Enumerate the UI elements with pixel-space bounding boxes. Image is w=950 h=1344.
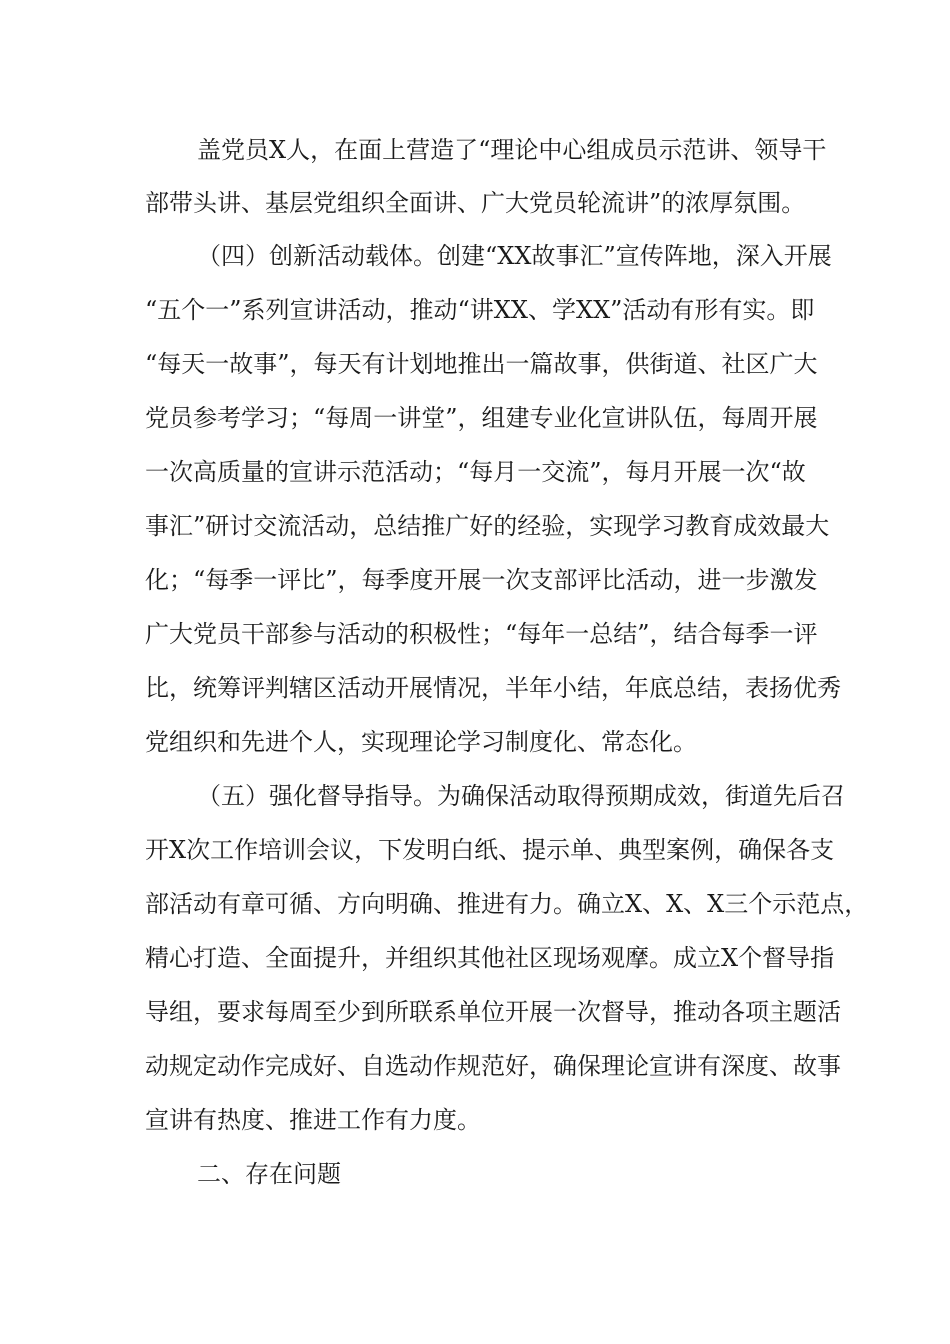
- paragraph-line: 党组织和先进个人，实现理论学习制度化、常态化。: [145, 728, 697, 756]
- paragraph-line: 部活动有章可循、方向明确、推进有力。确立X、X、X三个示范点，: [145, 890, 869, 918]
- paragraph-line: 精心打造、全面提升，并组织其他社区现场观摩。成立X个督导指: [145, 944, 835, 972]
- paragraph-line: 导组，要求每周至少到所联系单位开展一次督导，推动各项主题活: [145, 998, 841, 1026]
- paragraph-line: 比，统筹评判辖区活动开展情况，半年小结，年底总结，表扬优秀: [145, 674, 841, 702]
- paragraph-line: 盖党员X人，在面上营造了“理论中心组成员示范讲、领导干: [197, 136, 827, 164]
- paragraph-line: 动规定动作完成好、自选动作规范好，确保理论宣讲有深度、故事: [145, 1052, 841, 1080]
- section-heading: 二、存在问题: [197, 1160, 341, 1188]
- paragraph-line: 宣讲有热度、推进工作有力度。: [145, 1106, 481, 1134]
- section-heading-line: （五）强化督导指导。为确保活动取得预期成效，街道先后召: [197, 782, 845, 810]
- paragraph-line: 开X次工作培训会议，下发明白纸、提示单、典型案例，确保各支: [145, 836, 835, 864]
- paragraph-line: “每天一故事”，每天有计划地推出一篇故事，供街道、社区广大: [145, 350, 818, 378]
- paragraph-line: 广大党员干部参与活动的积极性；“每年一总结”，结合每季一评: [145, 620, 818, 648]
- paragraph-line: “五个一”系列宣讲活动，推动“讲XX、学XX”活动有形有实。即: [145, 296, 815, 324]
- paragraph-line: 党员参考学习；“每周一讲堂”，组建专业化宣讲队伍，每周开展: [145, 404, 818, 432]
- section-heading-line: （四）创新活动载体。创建“XX故事汇”宣传阵地，深入开展: [197, 242, 832, 270]
- paragraph-line: 一次高质量的宣讲示范活动；“每月一交流”，每月开展一次“故: [145, 458, 806, 486]
- paragraph-line: 事汇”研讨交流活动，总结推广好的经验，实现学习教育成效最大: [145, 512, 830, 540]
- paragraph-line: 部带头讲、基层党组织全面讲、广大党员轮流讲”的浓厚氛围。: [145, 189, 806, 217]
- paragraph-line: 化；“每季一评比”，每季度开展一次支部评比活动，进一步激发: [145, 566, 818, 594]
